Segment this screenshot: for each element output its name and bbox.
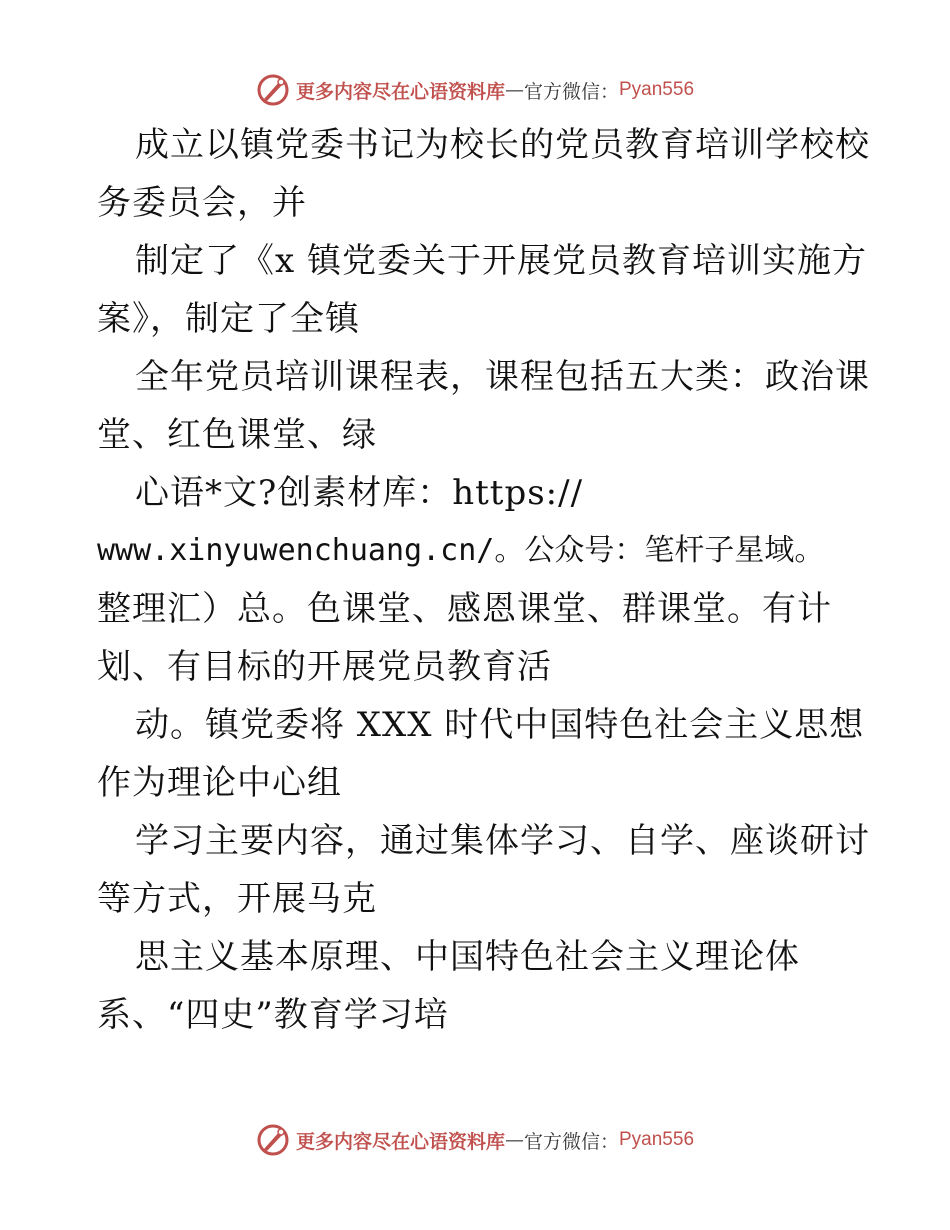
body-line-url: www.xinyuwenchuang.cn/。公众号：笔杆子星域。 [97,533,825,568]
banner-dash: — [504,1129,524,1151]
body-line: 堂、红色课堂、绿 [97,415,377,455]
document-body [97,116,877,1044]
body-line: 全年党员培训课程表，课程包括五大类：政治课 [135,357,870,397]
banner-site-text: 更多内容尽在心语资料库 [295,80,505,103]
body-line: 务委员会，并 [97,183,307,223]
banner-wechat-id: Pyan556 [619,79,695,100]
banner-dash: — [504,79,524,101]
body-line: 学习主要内容，通过集体学习、自学、座谈研讨 [135,821,870,861]
header-watermark-banner [0,70,950,110]
body-line: 划、有目标的开展党员教育活 [97,647,552,687]
body-line: 制定了《x 镇党委关于开展党员教育培训实施方 [135,241,867,281]
body-line: 系、“四史”教育学习培 [97,995,449,1035]
body-line: 等方式，开展马克 [97,879,377,919]
banner-wechat-id: Pyan556 [619,1129,695,1150]
body-line: 作为理论中心组 [97,763,342,803]
body-line: 思主义基本原理、中国特色社会主义理论体 [135,937,800,977]
body-line: 案》，制定了全镇 [97,299,360,339]
body-line: 动。镇党委将 XXX 时代中国特色社会主义思想 [135,705,865,745]
quill-logo-icon [256,1123,290,1157]
banner-wechat-label: 官方微信： [523,80,619,103]
footer-watermark-banner [0,1120,950,1160]
quill-logo-icon [256,73,290,107]
body-line: 心语*文?创素材库：https:// [135,473,584,513]
banner-wechat-label: 官方微信： [523,1130,619,1153]
banner-site-text: 更多内容尽在心语资料库 [295,1130,505,1153]
body-line: 整理汇）总。色课堂、感恩课堂、群课堂。有计 [97,589,832,629]
body-line: 成立以镇党委书记为校长的党员教育培训学校校 [135,125,870,165]
